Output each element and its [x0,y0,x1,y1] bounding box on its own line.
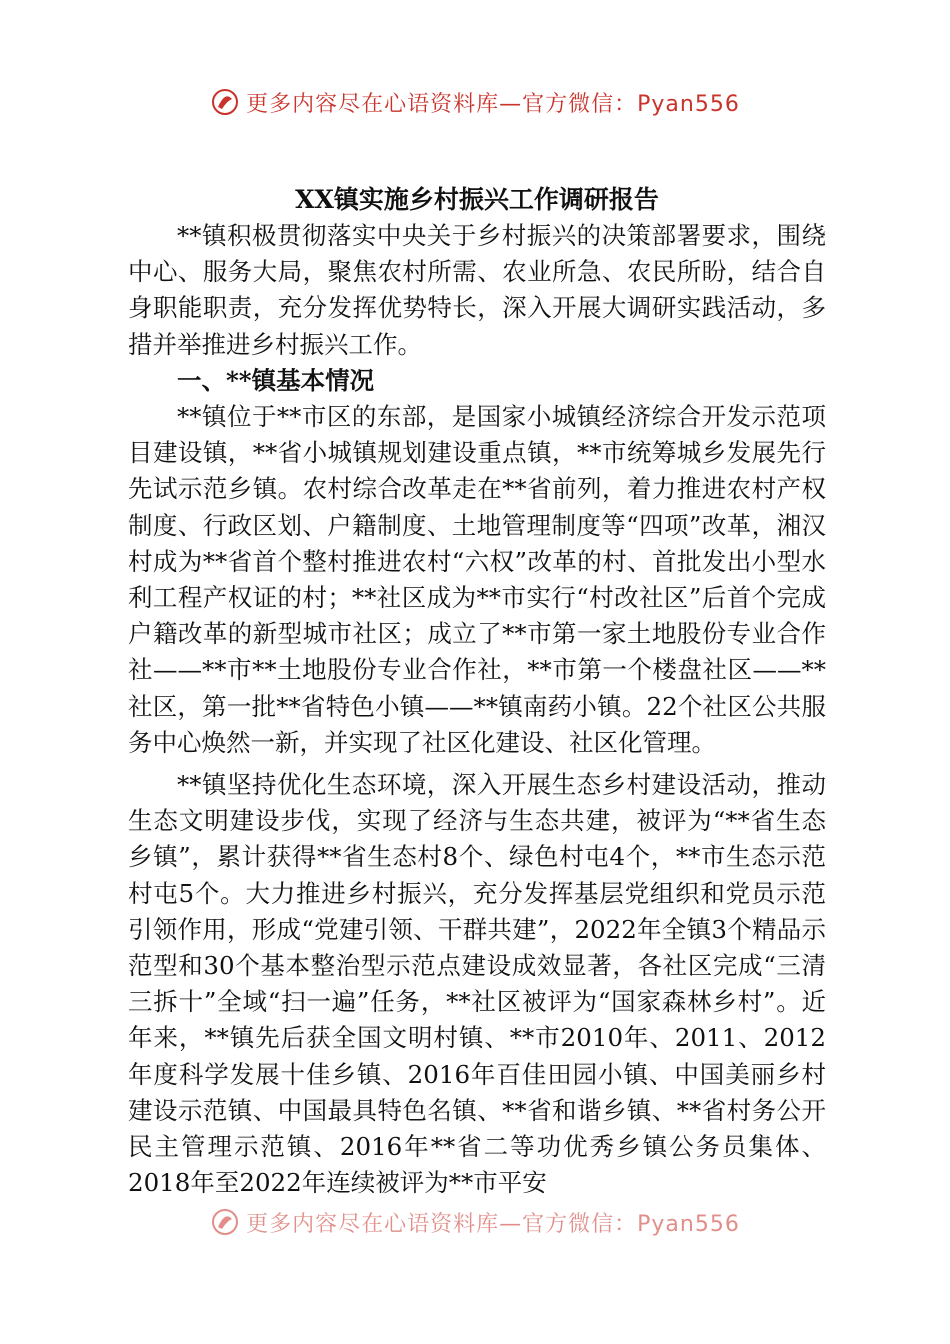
logo-icon [210,87,240,117]
intro-paragraph: **镇积极贯彻落实中央关于乡村振兴的决策部署要求，围绕中心、服务大局，聚焦农村所需、农业所急、农民所盼，结合自身职能职责，充分发挥优势特长，深入开展大调研实践活动，多措并举推进乡村振兴工作。 [128,221,826,359]
logo-icon [210,1207,240,1237]
document-title: XX镇实施乡村振兴工作调研报告 [295,185,659,214]
body-paragraph: **镇坚持优化生态环境，深入开展生态乡村建设活动，推动生态文明建设步伐，实现了经济与生态共建，被评为“**省生态乡镇”，累计获得**省生态村8个、绿色村屯4个，**市生态示范村屯5个。大力推进乡村振兴，充分发挥基层党组织和党员示范引领作用，形成“党建引领、干群共建”，2022年全镇3个精品示范型和30个基本整治型示范点建设成效显著，各社区完成“三清三拆十”全域“扫一遍”任务，**社区被评为“国家森林乡村”。近年来，**镇先后获全国文明村镇、**市2010年、2011、2012年度科学发展十佳乡镇、2016年百佳田园小镇、中国美丽乡村建设示范镇、中国最具特色名镇、**省和谐乡镇、**省村务公开民主管理示范镇、2016年**省二等功优秀乡镇公务员集体、2018年至2022年连续被评为**市平安 [128,770,826,1198]
footer-watermark [0,1202,950,1242]
header-watermark [0,82,950,122]
watermark-text: 更多内容尽在心语资料库—官方微信：Pyan556 [246,1211,740,1237]
section-heading: 一、**镇基本情况 [177,365,375,395]
watermark-text: 更多内容尽在心语资料库—官方微信：Pyan556 [246,91,740,117]
document-body [128,182,826,1201]
body-paragraph: **镇位于**市区的东部，是国家小城镇经济综合开发示范项目建设镇，**省小城镇规划建设重点镇，**市统筹城乡发展先行先试示范乡镇。农村综合改革走在**省前列，着力推进农村产权制度、行政区划、户籍制度、土地管理制度等“四项”改革，湘汉村成为**省首个整村推进农村“六权”改革的村、首批发出小型水利工程产权证的村；**社区成为**市实行“村改社区”后首个完成户籍改革的新型城市社区；成立了**市第一家土地股份专业合作社——**市**土地股份专业合作社，**市第一个楼盘社区——**社区，第一批**省特色小镇——**镇南药小镇。22个社区公共服务中心焕然一新，并实现了社区化建设、社区化管理。 [128,402,826,757]
